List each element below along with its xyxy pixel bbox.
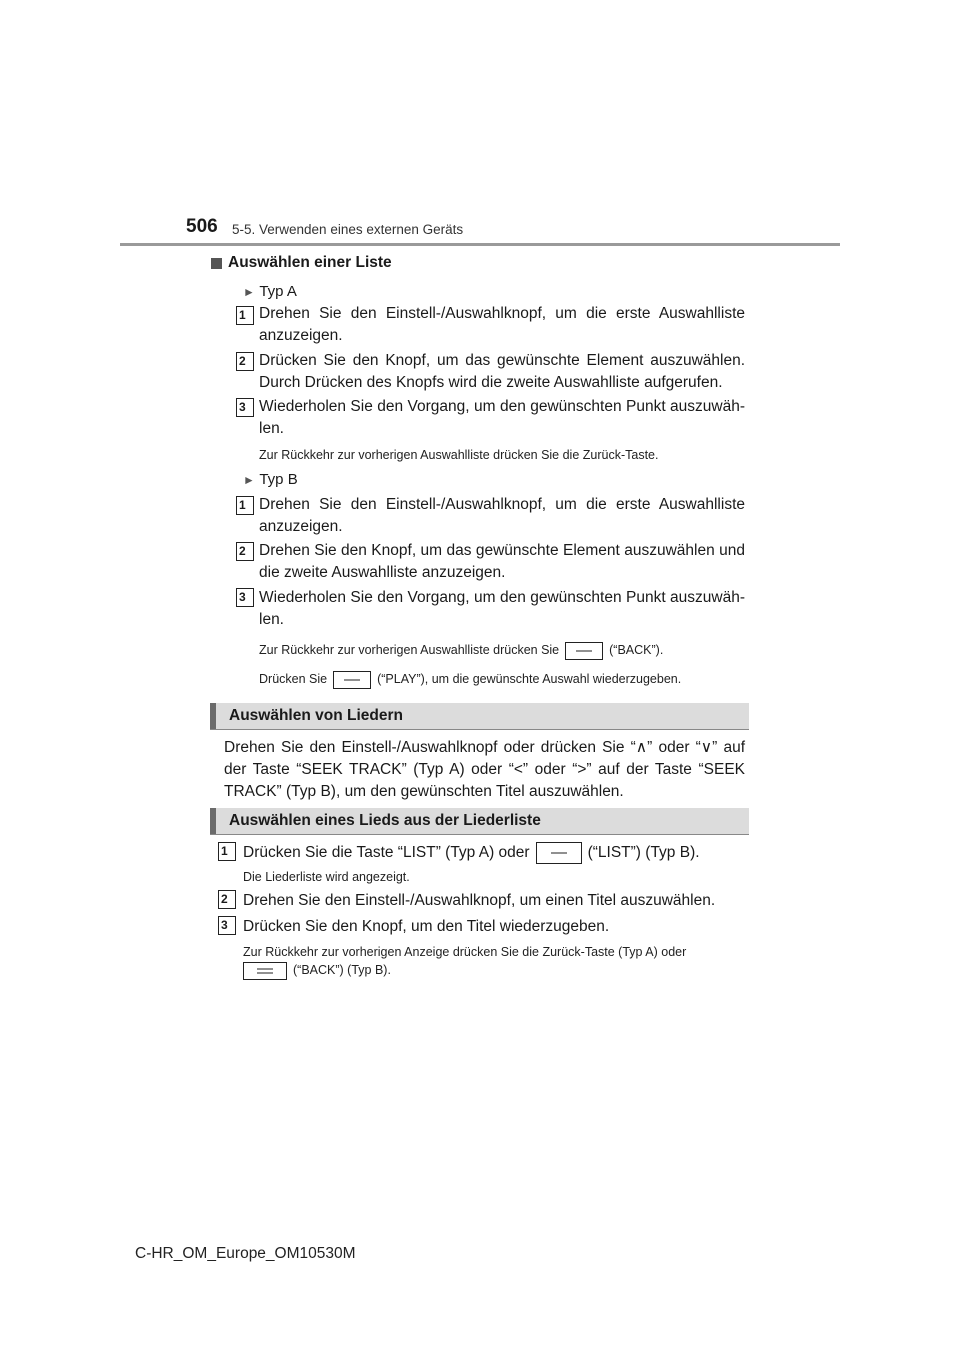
triangle-right-icon: ►: [243, 473, 255, 487]
page-number: 506: [186, 216, 218, 237]
step-number-2: 2: [236, 352, 254, 371]
step-text: Drücken Sie den Knopf, um den Titel wiederzugeben.: [243, 918, 610, 935]
section-banner-songlist: [210, 808, 749, 834]
step-text: Drücken Sie den Knopf, um das gewünschte Element auszuwählen. Durch Drücken des Knopfs wird die zweite Auswahlliste aufgerufen.: [259, 352, 745, 391]
step-number-3: 3: [218, 916, 236, 935]
step-text: Drehen Sie den Einstell-/Auswahlknopf, um die erste Auswahlliste anzuzeigen.: [259, 496, 745, 535]
note-back: [259, 641, 745, 660]
step-text: Drehen Sie den Einstell-/Auswahlknopf, um einen Titel auszuwählen.: [243, 892, 716, 909]
step-text-part: (“LIST”) (Typ B).: [587, 844, 700, 862]
document-code: C-HR_OM_Europe_OM10530M: [135, 1245, 356, 1262]
note-text: Drücken Sie: [259, 672, 328, 686]
step-text: Wiederholen Sie den Vorgang, um den gewünschten Punkt auszuwäh-len.: [259, 398, 745, 437]
type-a-heading: [243, 283, 297, 301]
step-number-3: 3: [236, 398, 254, 417]
banner-divider: [210, 729, 749, 730]
note-text: (“BACK”) (Typ B).: [293, 963, 391, 977]
note-back-list: [243, 943, 745, 980]
step-text: Drehen Sie den Einstell-/Auswahlknopf, um die erste Auswahlliste anzuzeigen.: [259, 305, 745, 344]
section-title: Auswählen eines Lieds aus der Liederliste: [229, 812, 541, 829]
banner-divider: [210, 834, 749, 835]
list-button-icon: [536, 842, 582, 864]
note-text: (“BACK”).: [609, 643, 664, 657]
header-divider: [120, 243, 840, 246]
step-number-2: 2: [236, 542, 254, 561]
subheading-select-list: Auswählen einer Liste: [228, 254, 392, 271]
section-title: Auswählen von Liedern: [229, 707, 403, 724]
note-text: Die Liederliste wird angezeigt.: [243, 870, 410, 884]
step-number-2: 2: [218, 890, 236, 909]
note-text: (“PLAY”), um die gewünschte Auswahl wiederzugeben.: [377, 672, 682, 686]
step-number-1: 1: [236, 496, 254, 515]
type-b-heading: [243, 471, 298, 489]
songs-paragraph: Drehen Sie den Einstell-/Auswahlknopf oder drücken Sie “∧” oder “∨” auf der Taste “SEEK TRACK” (Typ A) oder “<” oder “>” auf der Taste “SEEK TRACK” (Typ B), um den gewünschten Titel auszuwählen.: [224, 739, 745, 800]
step-text-part: Drücken Sie die Taste “LIST” (Typ A) oder: [243, 844, 530, 862]
note-play: [259, 670, 745, 689]
play-button-icon: [333, 671, 371, 689]
section-banner-songs: [210, 703, 749, 729]
step-number-1: 1: [236, 306, 254, 325]
note-text: Zur Rückkehr zur vorherigen Auswahlliste drücken Sie: [259, 643, 560, 657]
step-number-1: 1: [218, 842, 236, 861]
back-button-icon: [565, 642, 603, 660]
type-a-label: Typ A: [259, 283, 297, 300]
step-text: [243, 842, 748, 864]
step-text: Drehen Sie den Knopf, um das gewünschte Element auszuwählen und die zweite Auswahlliste anzuzeigen.: [259, 542, 745, 581]
note-text: Zur Rückkehr zur vorherigen Anzeige drücken Sie die Zurück-Taste (Typ A) oder: [243, 945, 687, 959]
type-b-label: Typ B: [259, 471, 298, 488]
section-reference: 5-5. Verwenden eines externen Geräts: [232, 222, 464, 237]
square-bullet-icon: [211, 258, 222, 269]
step-number-3: 3: [236, 588, 254, 607]
back-button-icon: [243, 962, 287, 980]
step-text: Wiederholen Sie den Vorgang, um den gewünschten Punkt auszuwäh-len.: [259, 589, 745, 628]
triangle-right-icon: ►: [243, 285, 255, 299]
note-text: Zur Rückkehr zur vorherigen Auswahlliste drücken Sie die Zurück-Taste.: [259, 448, 659, 462]
